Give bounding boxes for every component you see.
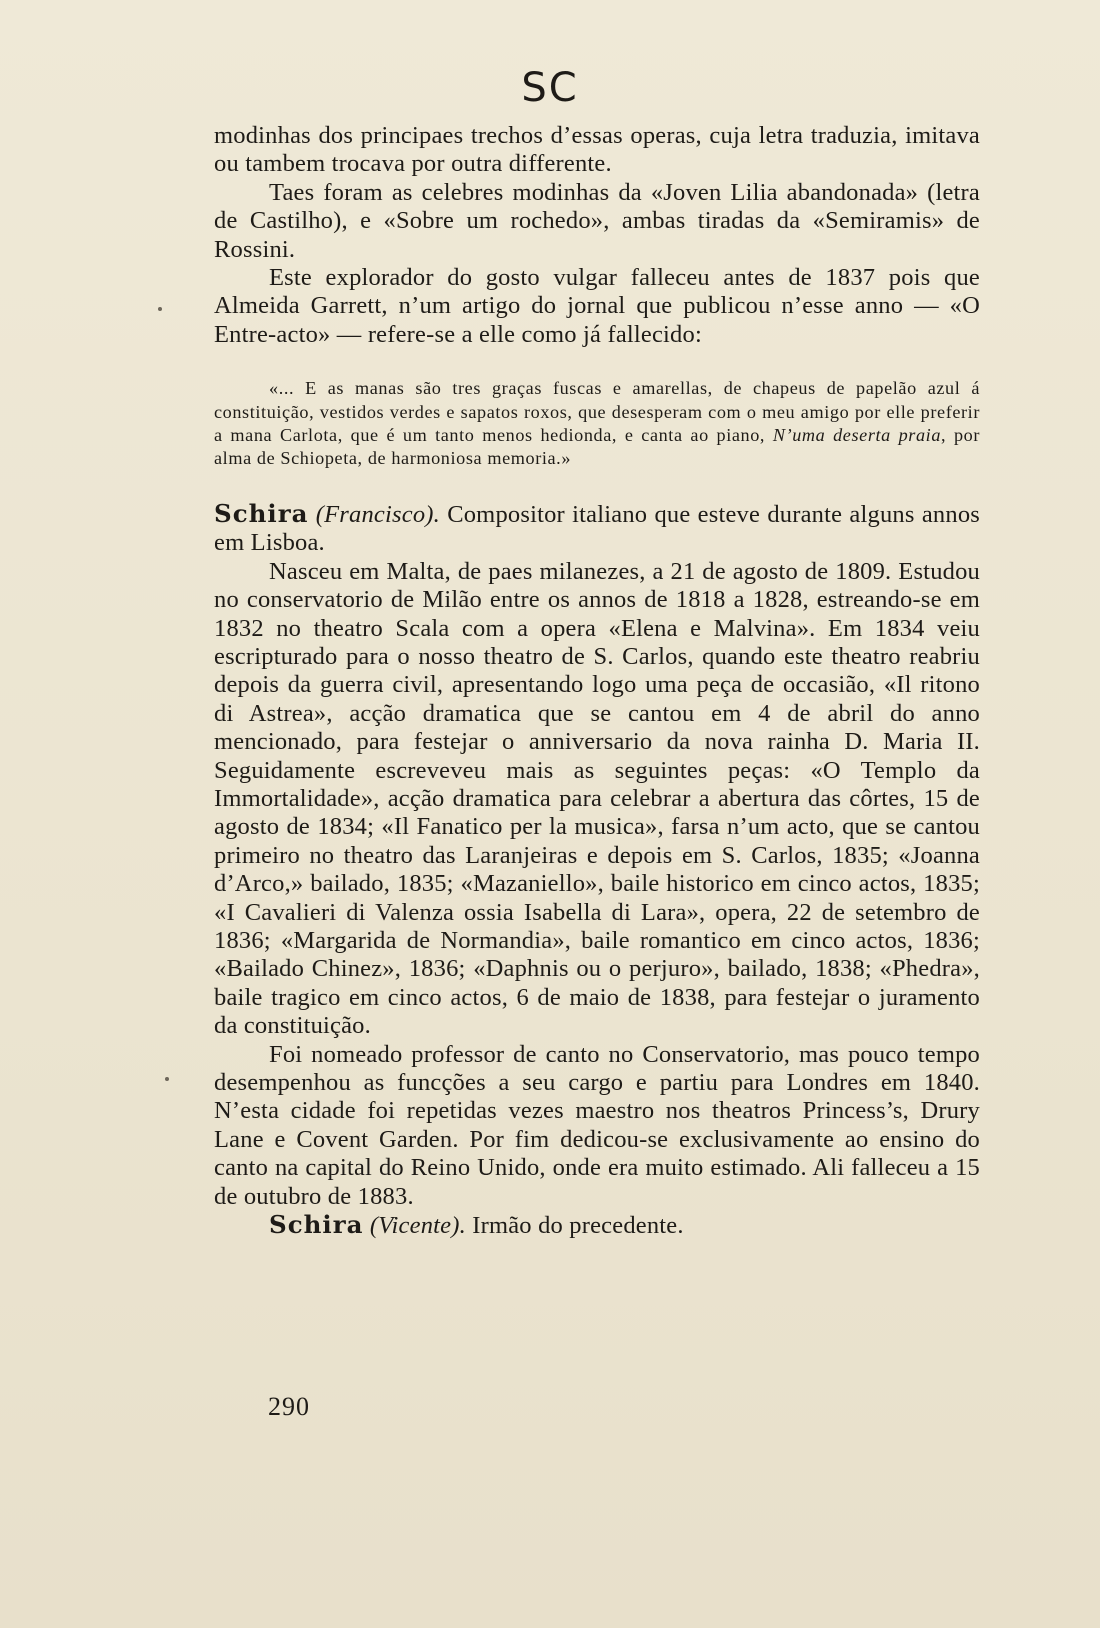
entry-francisco-career: Foi nomeado professor de canto no Conservatorio, mas pouco tempo desempenhou as funcções a seu cargo e partiu para Londres em 1840. N’esta cidade foi repetidas vezes maestro nos theatros Princess’s, Drury Lane e Covent Garden. Por fim dedicou-se exclusivamente ao ensino do canto na capital do Reino Unido, onde era muito estimado. Ali falleceu a 15 de outubro de 1883. bbox=[214, 1040, 980, 1210]
paragraph-explorador: Este explorador do gosto vulgar falleceu antes de 1837 pois que Almeida Garrett, n’um artigo do jornal que publicou n’esse anno — «O Entre-acto» — refere-se a elle como já fallecido: bbox=[214, 264, 980, 348]
text-body bbox=[214, 122, 980, 1240]
paper-speck bbox=[165, 1077, 169, 1081]
entry-name: Schira bbox=[269, 1210, 364, 1240]
entry-intro: Irmão do precedente. bbox=[465, 1212, 684, 1240]
entry-francisco-heading bbox=[214, 500, 980, 558]
entry-given-name: (Vicente). bbox=[369, 1212, 466, 1240]
paper-speck bbox=[158, 307, 162, 311]
paragraph-modinhas: Taes foram as celebres modinhas da «Joven Lilia abandonada» (letra de Castilho), e «Sobre um rochedo», ambas tiradas da «Semiramis» de Rossini. bbox=[214, 178, 980, 263]
entry-intro: Compositor italiano que esteve durante alguns annos em Lisboa. bbox=[214, 500, 980, 557]
quote-italic-title: N’uma deserta praia bbox=[772, 425, 942, 446]
block-quote bbox=[214, 377, 980, 471]
paragraph-continuation: modinhas dos principaes trechos d’essas operas, cuja letra traduzia, imitava ou tambem trocava por outra differente. bbox=[214, 122, 980, 178]
quote-text-before: «... E as manas são tres graças fuscas e amarellas, de chapeus de papelão azul á constituição, vestidos verdes e sapatos roxos, que desesperam com o meu amigo por elle preferir a mana Carlota, que é um tanto menos hedionda, e canta ao piano, bbox=[214, 378, 980, 446]
entry-given-name: (Francisco). bbox=[315, 500, 440, 528]
running-header: SC bbox=[521, 65, 579, 111]
quote-text-after: , por alma de Schiopeta, de harmoniosa memoria.» bbox=[214, 425, 980, 469]
entry-francisco-biography: Nasceu em Malta, de paes milanezes, a 21 de agosto de 1809. Estudou no conservatorio de Milão entre os annos de 1818 a 1828, estreando-se em 1832 no theatro Scala com a opera «Elena e Malvina». Em 1834 veiu escripturado para o nosso theatro de S. Carlos, quando este theatro reabriu depois da guerra civil, apresentando logo uma peça de occasião, «Il ritono di Astrea», acção dramatica que se cantou em 4 de abril do anno mencionado, para festejar o anniversario da nova rainha D. Maria II. Seguidamente escreveveu mais as seguintes peças: «O Templo da Immortalidade», acção dramatica para celebrar a abertura das côrtes, 15 de agosto de 1834; «Il Fanatico per la musica», farsa n’um acto, que se cantou primeiro no theatro das Laranjeiras e depois em S. Carlos, 1835; «Joanna d’Arco,» bailado, 1835; «Mazaniello», baile historico em cinco actos, 1835; «I Cavalieri di Valenza ossia Isabella di Lara», opera, 22 de setembro de 1836; «Margarida de Normandia», baile romantico em cinco actos, 1836; «Bailado Chinez», 1836; «Daphnis ou o perjuro», bailado, 1838; «Phedra», baile tragico em cinco actos, 6 de maio de 1838, para festejar o juramento da constituição. bbox=[214, 557, 980, 1040]
entry-vicente-heading bbox=[214, 1211, 980, 1240]
entry-name: Schira bbox=[214, 498, 309, 528]
page-number: 290 bbox=[268, 1392, 310, 1421]
